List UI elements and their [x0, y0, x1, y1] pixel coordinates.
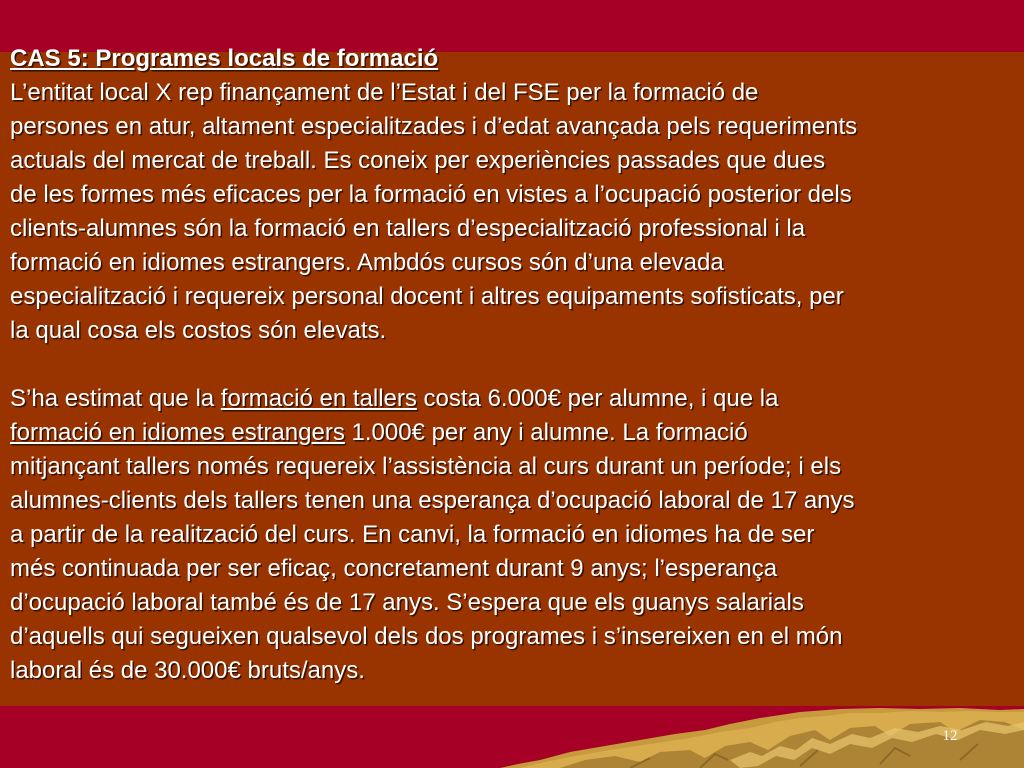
slide-title: CAS 5: Programes locals de formació	[10, 45, 439, 72]
text-line: mitjançant tallers només requereix l’assistència al curs durant un període; i els	[10, 453, 842, 480]
slide-text	[10, 42, 1018, 688]
text-line	[10, 382, 1018, 416]
paragraph-intro	[10, 76, 1018, 348]
text-line: alumnes-clients dels tallers tenen una esperança d’ocupació laboral de 17 anys	[10, 487, 855, 514]
text-line: d’aquells qui segueixen qualsevol dels dos programes i s’insereixen en el món	[10, 623, 843, 650]
text-run: costa 6.000€ per alumne, i que la	[416, 385, 779, 412]
text-line: més continuada per ser eficaç, concretament durant 9 anys; l’esperança	[10, 555, 778, 582]
underlined-term-languages: formació en idiomes estrangers	[10, 419, 345, 446]
text-line: persones en atur, altament especialitzades i d’edat avançada pels requeriments	[10, 113, 858, 140]
paragraph-costs	[10, 382, 1018, 688]
text-run: 1.000€ per any i alumne. La formació	[344, 419, 748, 446]
text-line: a partir de la realització del curs. En canvi, la formació en idiomes ha de ser	[10, 521, 815, 548]
text-line: L’entitat local X rep finançament de l’Estat i del FSE per la formació de	[10, 79, 759, 106]
slide-number: 12	[942, 728, 958, 744]
text-line: la qual cosa els costos són elevats.	[10, 317, 387, 344]
text-run: S’ha estimat que la	[10, 385, 221, 412]
text-line	[10, 416, 1018, 450]
text-line: formació en idiomes estrangers. Ambdós cursos són d’una elevada	[10, 249, 724, 276]
text-line: de les formes més eficaces per la formació en vistes a l’ocupació posterior dels	[10, 181, 852, 208]
underlined-term-workshops: formació en tallers	[220, 385, 417, 412]
text-line: especialització i requereix personal docent i altres equipaments sofisticats, per	[10, 283, 844, 310]
text-line: actuals del mercat de treball. Es coneix per experiències passades que dues	[10, 147, 826, 174]
text-line: d’ocupació laboral també és de 17 anys. S’espera que els guanys salarials	[10, 589, 804, 616]
text-line: clients-alumnes són la formació en tallers d’especialització professional i la	[10, 215, 806, 242]
paragraph-spacer	[10, 348, 1018, 382]
text-line: laboral és de 30.000€ bruts/anys.	[10, 657, 365, 684]
